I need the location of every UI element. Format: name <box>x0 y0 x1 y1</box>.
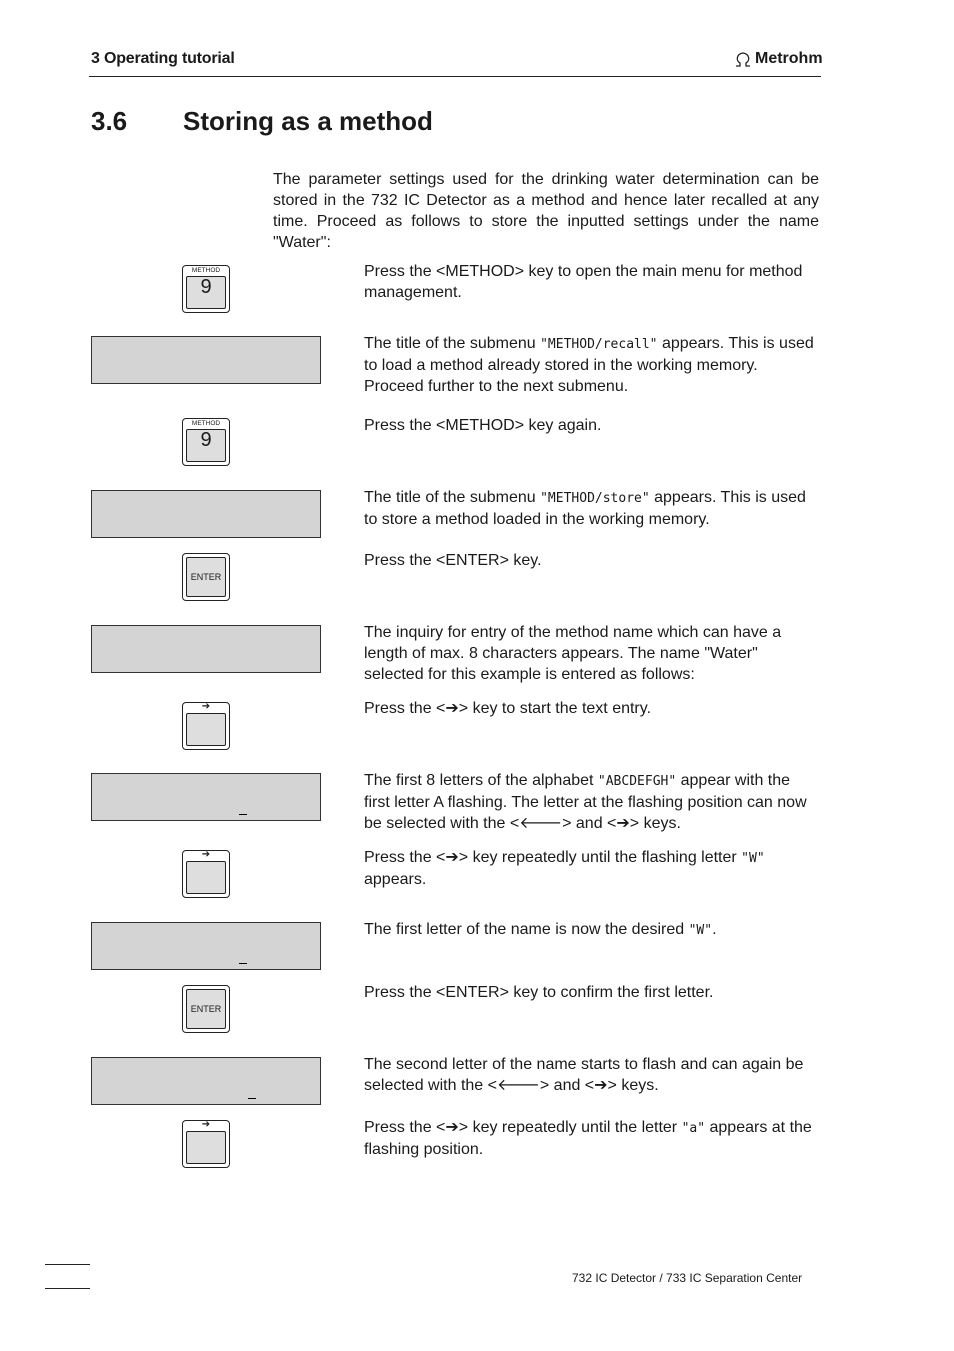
section-title: Storing as a method <box>183 106 433 136</box>
step-text: Press the <METHOD> key to open the main menu for method management. <box>364 263 803 301</box>
arrow-right-key[interactable] <box>182 702 230 750</box>
lcd-cursor <box>239 814 247 815</box>
intro-paragraph: The parameter settings used for the drinking water determination can be stored in the 732 IC Detector as a method and hence later recalled at any time. Proceed as follows to store the inputted settings under the name "Water": <box>273 171 819 251</box>
brand-name: Metrohm <box>755 50 823 67</box>
lcd-cursor <box>239 963 247 964</box>
arrow-right-icon: ➔ <box>201 701 211 712</box>
arrow-right-icon: ➔ <box>201 849 211 860</box>
enter-key-label: ENTER <box>186 989 226 1029</box>
lcd-display <box>91 490 321 538</box>
omega-icon <box>733 51 753 67</box>
step-text: Press the <➔> key to start the text entry. <box>364 700 652 717</box>
step-text: The second letter of the name starts to flash and can again be selected with the <🡐> and <➔> keys. <box>364 1056 804 1094</box>
footer-rule <box>45 1264 90 1265</box>
step-text: The inquiry for entry of the method name which can have a length of max. 8 characters appears. The name "Water" selected for this example is entered as follows: <box>364 624 782 683</box>
lcd-display <box>91 625 321 673</box>
step-text: The title of the submenu "METHOD/recall" appears. This is used to load a method already stored in the working memory. Proceed further to the next submenu. <box>364 335 814 395</box>
method-key[interactable] <box>182 418 230 466</box>
step-text: Press the <➔> key repeatedly until the flashing letter "W" appears. <box>364 849 765 888</box>
method-key-digit: 9 <box>200 429 212 451</box>
footer-rule <box>45 1288 90 1289</box>
lcd-cursor <box>248 1098 256 1099</box>
section-number: 3.6 <box>91 106 128 136</box>
arrow-right-key[interactable] <box>182 1120 230 1168</box>
method-key-label: METHOD <box>191 267 221 274</box>
method-key[interactable] <box>182 265 230 313</box>
lcd-display <box>91 922 321 970</box>
arrow-right-key[interactable] <box>182 850 230 898</box>
enter-key[interactable] <box>182 985 230 1033</box>
footer-text: 732 IC Detector / 733 IC Separation Center <box>572 1271 803 1285</box>
enter-key-label: ENTER <box>186 557 226 597</box>
step-text: The first 8 letters of the alphabet "ABCDEFGH" appear with the first letter A flashing. The letter at the flashing position can now be selected with the <🡐> and <➔> keys. <box>364 772 807 832</box>
step-text: Press the <METHOD> key again. <box>364 417 602 434</box>
step-text: The first letter of the name is now the desired "W". <box>364 921 717 938</box>
method-key-digit: 9 <box>200 276 212 298</box>
arrow-right-icon: ➔ <box>201 1119 211 1130</box>
lcd-display <box>91 336 321 384</box>
chapter-header: 3 Operating tutorial <box>91 50 235 67</box>
method-key-label: METHOD <box>191 420 221 427</box>
brand-logo <box>733 50 823 68</box>
step-text: The title of the submenu "METHOD/store" appears. This is used to store a method loaded in the working memory. <box>364 489 806 528</box>
step-text: Press the <ENTER> key. <box>364 552 542 569</box>
step-text: Press the <ENTER> key to confirm the first letter. <box>364 984 714 1001</box>
enter-key[interactable] <box>182 553 230 601</box>
section-heading <box>91 106 433 137</box>
lcd-display <box>91 1057 321 1105</box>
header-rule <box>89 76 821 77</box>
step-text: Press the <➔> key repeatedly until the letter "a" appears at the flashing position. <box>364 1119 812 1158</box>
lcd-display <box>91 773 321 821</box>
